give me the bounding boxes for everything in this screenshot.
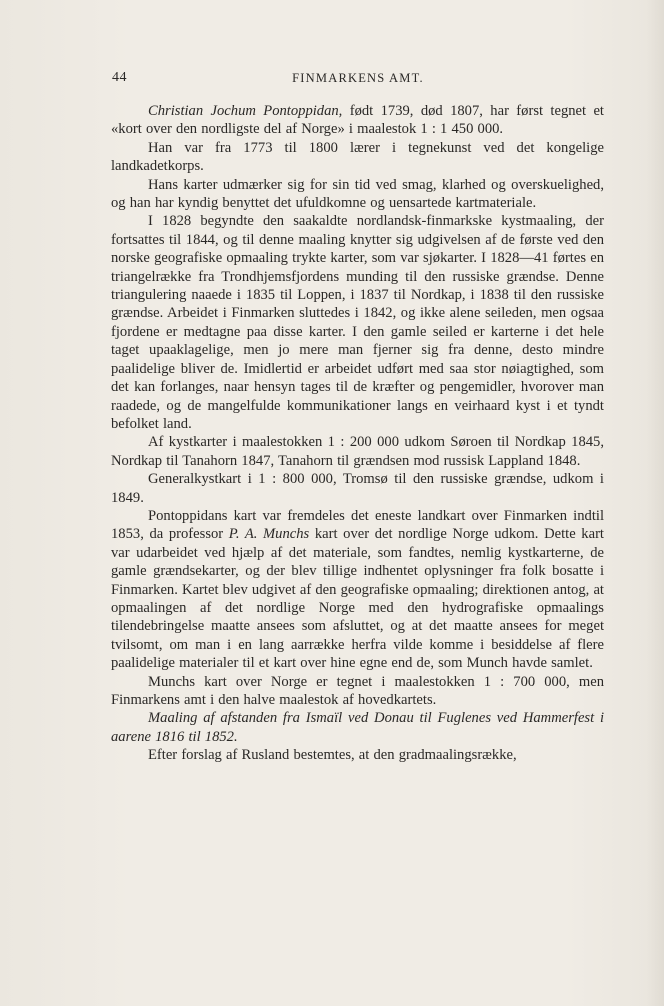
page-spine-shadow — [646, 0, 664, 1006]
paragraph-coastal-survey: I 1828 begyndte den saakaldte nordlandsk-finmarkske kystmaaling, der fortsattes til 1844, og til denne maaling knytter sig udgivelsen af de første ved den norske geografiske opmaaling trykte karter, som var sjøkarter. I 1828—41 førtes en triangelrække fra Trondhjemsfjordens munding til den russiske grændse. Denne triangulering naaede i 1835 til Loppen, i 1837 til Nordkap, i 1838 til den russiske grændse. Arbeidet i Finmarken sluttedes i 1842, og ikke alene seileden, men ogsaa fjordene er medtagne paa disse karter. I den gamle seiled er karterne i det hele taget upaaklagelige, men jo mere man fjerner sig fra denne, desto mindre paalidelige bliver de. Imidlertid er arbeidet udført med saa stor nøiagtighed, som det kan forlanges, naar hensyn tages til de kræfter og pengemidler, hvorover man raadede, og de mangelfulde kommunikationer langs en veirhaard kyst i et tyndt befolket land. — [111, 213, 604, 432]
paragraph-munch-scale: Munchs kart over Norge er tegnet i maalestokken 1 : 700 000, men Finmarkens amt i den halve maalestok af hovedkartets. — [111, 673, 604, 708]
page-header — [112, 70, 604, 92]
section-heading-measurement: Maaling af afstanden fra Ismaïl ved Donau til Fuglenes ved Hammerfest i aarene 1816 til 1852. — [111, 710, 604, 745]
running-head: FINMARKENS AMT. — [292, 71, 424, 85]
person-name-munch: P. A. Munchs — [228, 526, 310, 543]
paragraph-maps-quality: Hans karter udmærker sig for sin tid ved smag, klarhed og overskuelighed, og han har kyndig benyttet det ufuldkomne og uensartede kartmateriale. — [111, 176, 604, 212]
paragraph-text: født 1739, død 1807, har først tegnet et «kort over den nordligste del af Norge» i maalestok 1 : 1 450 000. — [111, 103, 604, 138]
paragraph-general-chart: Generalkystkart i 1 : 800 000, Tromsø til den russiske grændse, udkom i 1849. — [111, 471, 604, 506]
body-text — [111, 102, 604, 765]
paragraph-text: kart over det nordlige Norge udkom. Dette kart var udarbeidet ved hjælp af det materiale, som fandtes, nemlig kystkarterne, de gamle grændsekarter, og der blev tillige indhentet oplysninger fra folk bosatte i Finmarken. Kartet blev udgivet af den geografiske opmaaling; direktionen antog, at opmaalingen af det nordlige Norge med den hydrografiske opmaalings tilendebringelse maatte ansees som afsluttet, og at det maatte ansees for meget tvilsomt, om man i en lang aarrække herfra vilde komme i besiddelse af flere paalidelige materialer til et kart over hine egne end de, som Munch havde samlet. — [111, 526, 604, 672]
paragraph-munch-map — [111, 507, 604, 673]
paragraph-coastal-charts: Af kystkarter i maalestokken 1 : 200 000 udkom Søroen til Nordkap 1845, Nordkap til Tanahorn 1847, Tanahorn til grændsen mod russisk Lappland 1848. — [111, 434, 604, 469]
page-number: 44 — [112, 70, 127, 85]
paragraph-teacher: Han var fra 1773 til 1800 lærer i tegnekunst ved det kongelige landkadetkorps. — [111, 139, 604, 175]
paragraph-russia-proposal: Efter forslag af Rusland bestemtes, at den gradmaalingsrække, — [148, 747, 517, 764]
paragraph-text: Pontoppidans kart var fremdeles det eneste landkart over Finmarken indtil 1853, da professor — [111, 507, 604, 543]
person-name-pontoppidan: Christian Jochum Pontoppidan, — [148, 103, 343, 119]
paragraph-pontoppidan — [111, 102, 604, 139]
